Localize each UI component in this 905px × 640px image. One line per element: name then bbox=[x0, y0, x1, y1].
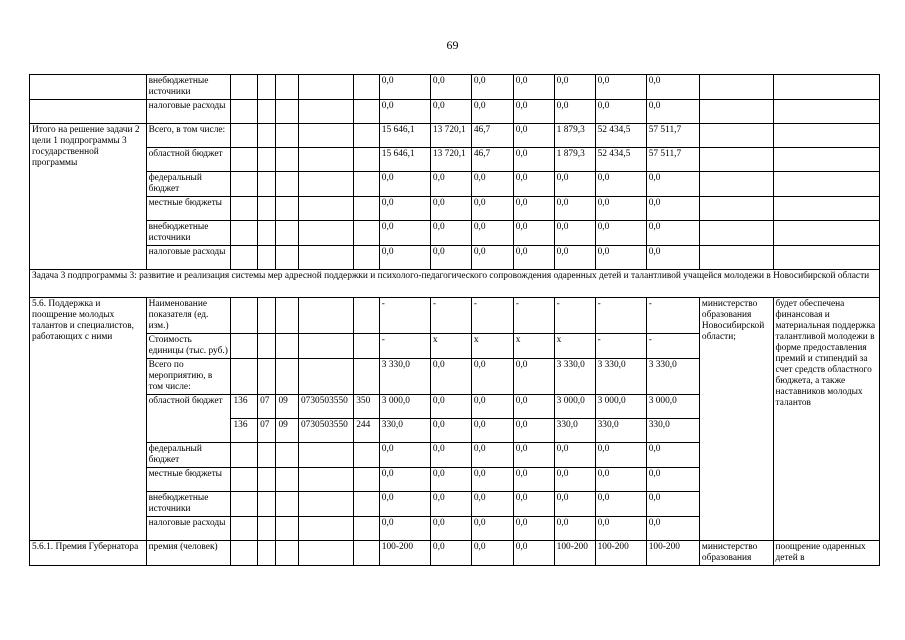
empty-cell bbox=[354, 298, 380, 334]
value-cell: 1 879,3 bbox=[554, 148, 595, 172]
value-cell: 0,0 bbox=[471, 172, 513, 197]
table-row bbox=[30, 221, 880, 246]
indicator-cell: федеральный бюджет bbox=[146, 172, 231, 197]
empty-cell bbox=[30, 75, 147, 100]
empty-cell bbox=[773, 221, 879, 246]
empty-cell bbox=[30, 100, 147, 124]
empty-cell bbox=[276, 298, 299, 334]
value-cell: 330,0 bbox=[595, 419, 646, 443]
value-cell: 0,0 bbox=[471, 100, 513, 124]
value-cell: 0,0 bbox=[554, 468, 595, 492]
value-cell: 0,0 bbox=[646, 443, 699, 468]
value-cell: 0,0 bbox=[595, 75, 646, 100]
empty-cell bbox=[258, 492, 276, 517]
empty-cell bbox=[231, 334, 258, 359]
value-cell: 0,0 bbox=[471, 492, 513, 517]
table-row bbox=[30, 197, 880, 221]
value-cell: 3 330,0 bbox=[595, 359, 646, 395]
value-cell: 0,0 bbox=[513, 124, 554, 148]
value-cell: 0,0 bbox=[430, 443, 471, 468]
value-cell: 330,0 bbox=[554, 419, 595, 443]
empty-cell bbox=[258, 100, 276, 124]
value-cell: 330,0 bbox=[379, 419, 430, 443]
table-row bbox=[30, 246, 880, 270]
value-cell: 0,0 bbox=[430, 221, 471, 246]
empty-cell bbox=[298, 221, 353, 246]
value-cell: 0,0 bbox=[513, 359, 554, 395]
value-cell: 0,0 bbox=[513, 492, 554, 517]
empty-cell bbox=[276, 334, 299, 359]
value-cell: - bbox=[379, 334, 430, 359]
empty-cell bbox=[773, 246, 879, 270]
empty-cell bbox=[298, 148, 353, 172]
value-cell: 3 000,0 bbox=[646, 395, 699, 419]
empty-cell bbox=[298, 468, 353, 492]
empty-cell bbox=[258, 246, 276, 270]
value-cell: 0,0 bbox=[430, 419, 471, 443]
value-cell: 0,0 bbox=[471, 197, 513, 221]
value-cell: 0,0 bbox=[379, 100, 430, 124]
value-cell: 0,0 bbox=[646, 517, 699, 541]
empty-cell bbox=[354, 124, 380, 148]
code-cell: 07 bbox=[258, 395, 276, 419]
value-cell: 3 330,0 bbox=[646, 359, 699, 395]
empty-cell bbox=[258, 221, 276, 246]
empty-cell bbox=[699, 148, 773, 172]
empty-cell bbox=[231, 541, 258, 566]
empty-cell bbox=[231, 443, 258, 468]
empty-cell bbox=[258, 443, 276, 468]
empty-cell bbox=[354, 148, 380, 172]
empty-cell bbox=[699, 75, 773, 100]
executor-cell: министерство образования Новосибирской области; bbox=[699, 298, 773, 541]
value-cell: 0,0 bbox=[595, 492, 646, 517]
table-row bbox=[30, 75, 880, 100]
page-number: 69 bbox=[446, 38, 459, 52]
value-cell: 0,0 bbox=[379, 517, 430, 541]
value-cell: 0,0 bbox=[554, 517, 595, 541]
empty-cell bbox=[699, 100, 773, 124]
indicator-cell: налоговые расходы bbox=[146, 100, 231, 124]
value-cell: 0,0 bbox=[430, 100, 471, 124]
table-row bbox=[30, 148, 880, 172]
indicator-cell: налоговые расходы bbox=[146, 246, 231, 270]
value-cell: 57 511,7 bbox=[646, 124, 699, 148]
value-cell: 0,0 bbox=[595, 221, 646, 246]
empty-cell bbox=[258, 541, 276, 566]
empty-cell bbox=[354, 197, 380, 221]
value-cell: 15 646,1 bbox=[379, 148, 430, 172]
empty-cell bbox=[276, 468, 299, 492]
value-cell: 0,0 bbox=[430, 246, 471, 270]
indicator-cell: Всего, в том числе: bbox=[146, 124, 231, 148]
value-cell: 0,0 bbox=[471, 468, 513, 492]
indicator-cell: Стоимость единицы (тыс. руб.) bbox=[146, 334, 231, 359]
value-cell: 0,0 bbox=[513, 419, 554, 443]
value-cell: 0,0 bbox=[595, 517, 646, 541]
empty-cell bbox=[699, 246, 773, 270]
value-cell: 100-200 bbox=[379, 541, 430, 566]
value-cell: 0,0 bbox=[379, 246, 430, 270]
indicator-cell: внебюджетные источники bbox=[146, 75, 231, 100]
empty-cell bbox=[773, 100, 879, 124]
value-cell: - bbox=[646, 334, 699, 359]
empty-cell bbox=[231, 124, 258, 148]
value-cell: 0,0 bbox=[379, 197, 430, 221]
empty-cell bbox=[298, 359, 353, 395]
value-cell: - bbox=[430, 298, 471, 334]
value-cell: 0,0 bbox=[595, 197, 646, 221]
value-cell: 0,0 bbox=[471, 443, 513, 468]
result-cell: поощрение одаренных детей в bbox=[773, 541, 879, 566]
value-cell: 0,0 bbox=[513, 221, 554, 246]
value-cell: 0,0 bbox=[554, 221, 595, 246]
value-cell: 0,0 bbox=[646, 246, 699, 270]
value-cell: 0,0 bbox=[646, 100, 699, 124]
empty-cell bbox=[298, 75, 353, 100]
value-cell: 3 330,0 bbox=[379, 359, 430, 395]
empty-cell bbox=[298, 298, 353, 334]
group-cell: 5.6.1. Премия Губернатора bbox=[30, 541, 147, 566]
table-row bbox=[30, 124, 880, 148]
value-cell: 0,0 bbox=[430, 359, 471, 395]
value-cell: 0,0 bbox=[513, 197, 554, 221]
value-cell: 0,0 bbox=[379, 468, 430, 492]
empty-cell bbox=[773, 148, 879, 172]
empty-cell bbox=[298, 124, 353, 148]
value-cell: 0,0 bbox=[471, 359, 513, 395]
value-cell: 52 434,5 bbox=[595, 148, 646, 172]
empty-cell bbox=[276, 359, 299, 395]
value-cell: - bbox=[554, 298, 595, 334]
value-cell: 100-200 bbox=[595, 541, 646, 566]
empty-cell bbox=[258, 172, 276, 197]
value-cell: 0,0 bbox=[513, 148, 554, 172]
value-cell: 0,0 bbox=[595, 246, 646, 270]
value-cell: - bbox=[595, 334, 646, 359]
value-cell: 13 720,1 bbox=[430, 148, 471, 172]
empty-cell bbox=[258, 298, 276, 334]
value-cell: 15 646,1 bbox=[379, 124, 430, 148]
code-cell: 0730503550 bbox=[298, 395, 353, 419]
empty-cell bbox=[354, 334, 380, 359]
table-row bbox=[30, 541, 880, 566]
value-cell: 0,0 bbox=[430, 517, 471, 541]
value-cell: - bbox=[471, 298, 513, 334]
value-cell: 0,0 bbox=[379, 75, 430, 100]
empty-cell bbox=[298, 246, 353, 270]
empty-cell bbox=[773, 172, 879, 197]
empty-cell bbox=[354, 517, 380, 541]
value-cell: 0,0 bbox=[471, 246, 513, 270]
value-cell: 0,0 bbox=[430, 75, 471, 100]
value-cell: 3 000,0 bbox=[554, 395, 595, 419]
value-cell: 0,0 bbox=[646, 172, 699, 197]
code-cell: 136 bbox=[231, 395, 258, 419]
value-cell: 0,0 bbox=[646, 468, 699, 492]
value-cell: 0,0 bbox=[513, 246, 554, 270]
value-cell: 0,0 bbox=[430, 172, 471, 197]
empty-cell bbox=[354, 492, 380, 517]
empty-cell bbox=[258, 148, 276, 172]
empty-cell bbox=[298, 492, 353, 517]
empty-cell bbox=[276, 197, 299, 221]
value-cell: 0,0 bbox=[430, 395, 471, 419]
empty-cell bbox=[354, 221, 380, 246]
indicator-cell: Всего по мероприятию, в том числе: bbox=[146, 359, 231, 395]
value-cell: 0,0 bbox=[379, 492, 430, 517]
table-row bbox=[30, 172, 880, 197]
value-cell: 0,0 bbox=[554, 246, 595, 270]
empty-cell bbox=[231, 492, 258, 517]
value-cell: 0,0 bbox=[379, 443, 430, 468]
empty-cell bbox=[258, 517, 276, 541]
value-cell: 1 879,3 bbox=[554, 124, 595, 148]
value-cell: 0,0 bbox=[430, 492, 471, 517]
value-cell: 0,0 bbox=[513, 100, 554, 124]
value-cell: 0,0 bbox=[513, 75, 554, 100]
code-cell: 07 bbox=[258, 419, 276, 443]
value-cell: 3 000,0 bbox=[379, 395, 430, 419]
indicator-cell: премия (человек) bbox=[146, 541, 231, 566]
empty-cell bbox=[258, 334, 276, 359]
indicator-cell: внебюджетные источники bbox=[146, 492, 231, 517]
empty-cell bbox=[298, 517, 353, 541]
empty-cell bbox=[354, 468, 380, 492]
value-cell: 0,0 bbox=[513, 517, 554, 541]
empty-cell bbox=[276, 100, 299, 124]
value-cell: 0,0 bbox=[471, 75, 513, 100]
indicator-cell: областной бюджет bbox=[146, 148, 231, 172]
value-cell: 0,0 bbox=[513, 443, 554, 468]
value-cell: - bbox=[513, 298, 554, 334]
value-cell: 0,0 bbox=[471, 221, 513, 246]
empty-cell bbox=[231, 468, 258, 492]
empty-cell bbox=[231, 172, 258, 197]
empty-cell bbox=[276, 492, 299, 517]
result-cell: будет обеспечена финансовая и материальная поддержка талантливой молодежи в форме предоставления премий и стипендий за счет средств областного бюджета, а также наставников молодых талантов bbox=[773, 298, 879, 541]
empty-cell bbox=[231, 197, 258, 221]
value-cell: 0,0 bbox=[646, 492, 699, 517]
program-table bbox=[29, 74, 880, 566]
empty-cell bbox=[258, 75, 276, 100]
value-cell: 0,0 bbox=[379, 221, 430, 246]
value-cell: 0,0 bbox=[646, 75, 699, 100]
value-cell: 0,0 bbox=[471, 395, 513, 419]
empty-cell bbox=[231, 517, 258, 541]
empty-cell bbox=[298, 541, 353, 566]
value-cell: 0,0 bbox=[471, 419, 513, 443]
table-row bbox=[30, 100, 880, 124]
empty-cell bbox=[276, 221, 299, 246]
value-cell: 3 000,0 bbox=[595, 395, 646, 419]
indicator-cell: местные бюджеты bbox=[146, 197, 231, 221]
table-row bbox=[30, 298, 880, 334]
group-cell: Итого на решение задачи 2 цели 1 подпрограммы 3 государственной программы bbox=[30, 124, 147, 270]
section-row bbox=[30, 270, 880, 298]
empty-cell bbox=[276, 443, 299, 468]
group-cell: 5.6. Поддержка и поощрение молодых талантов и специалистов, работающих с ними bbox=[30, 298, 147, 541]
empty-cell bbox=[354, 75, 380, 100]
value-cell: 0,0 bbox=[513, 468, 554, 492]
value-cell: x bbox=[554, 334, 595, 359]
value-cell: 0,0 bbox=[595, 468, 646, 492]
value-cell: 100-200 bbox=[554, 541, 595, 566]
section-heading: Задача 3 подпрограммы 3: развитие и реализация системы мер адресной поддержки и психолого-педагогического сопровождения одаренных детей и талантливой учащейся молодежи в Новосибирской области bbox=[30, 270, 880, 298]
value-cell: 0,0 bbox=[646, 197, 699, 221]
value-cell: 0,0 bbox=[554, 100, 595, 124]
value-cell: 0,0 bbox=[595, 100, 646, 124]
indicator-cell: местные бюджеты bbox=[146, 468, 231, 492]
value-cell: x bbox=[513, 334, 554, 359]
indicator-cell: налоговые расходы bbox=[146, 517, 231, 541]
code-cell: 350 bbox=[354, 395, 380, 419]
empty-cell bbox=[699, 197, 773, 221]
empty-cell bbox=[276, 541, 299, 566]
value-cell: 46,7 bbox=[471, 124, 513, 148]
value-cell: 0,0 bbox=[554, 172, 595, 197]
value-cell: 0,0 bbox=[379, 172, 430, 197]
empty-cell bbox=[276, 124, 299, 148]
value-cell: x bbox=[430, 334, 471, 359]
indicator-cell: внебюджетные источники bbox=[146, 221, 231, 246]
value-cell: 0,0 bbox=[471, 517, 513, 541]
value-cell: 46,7 bbox=[471, 148, 513, 172]
value-cell: 0,0 bbox=[430, 468, 471, 492]
empty-cell bbox=[276, 75, 299, 100]
empty-cell bbox=[298, 172, 353, 197]
empty-cell bbox=[699, 124, 773, 148]
empty-cell bbox=[298, 197, 353, 221]
empty-cell bbox=[699, 221, 773, 246]
indicator-cell: областной бюджет bbox=[146, 395, 231, 443]
value-cell: 0,0 bbox=[430, 197, 471, 221]
value-cell: - bbox=[379, 298, 430, 334]
empty-cell bbox=[354, 246, 380, 270]
empty-cell bbox=[699, 172, 773, 197]
value-cell: 57 511,7 bbox=[646, 148, 699, 172]
value-cell: 330,0 bbox=[646, 419, 699, 443]
value-cell: - bbox=[646, 298, 699, 334]
value-cell: 0,0 bbox=[554, 75, 595, 100]
value-cell: 100-200 bbox=[646, 541, 699, 566]
empty-cell bbox=[354, 443, 380, 468]
empty-cell bbox=[231, 75, 258, 100]
empty-cell bbox=[354, 172, 380, 197]
empty-cell bbox=[354, 541, 380, 566]
executor-cell: министерство образования bbox=[699, 541, 773, 566]
empty-cell bbox=[276, 148, 299, 172]
value-cell: 52 434,5 bbox=[595, 124, 646, 148]
value-cell: 0,0 bbox=[513, 172, 554, 197]
empty-cell bbox=[354, 100, 380, 124]
code-cell: 244 bbox=[354, 419, 380, 443]
value-cell: 0,0 bbox=[513, 541, 554, 566]
value-cell: 0,0 bbox=[471, 541, 513, 566]
empty-cell bbox=[773, 75, 879, 100]
code-cell: 09 bbox=[276, 395, 299, 419]
empty-cell bbox=[298, 443, 353, 468]
empty-cell bbox=[773, 124, 879, 148]
empty-cell bbox=[258, 468, 276, 492]
empty-cell bbox=[258, 124, 276, 148]
indicator-cell: федеральный бюджет bbox=[146, 443, 231, 468]
value-cell: 0,0 bbox=[595, 172, 646, 197]
code-cell: 0730503550 bbox=[298, 419, 353, 443]
empty-cell bbox=[231, 246, 258, 270]
empty-cell bbox=[231, 359, 258, 395]
value-cell: 0,0 bbox=[430, 541, 471, 566]
value-cell: 3 330,0 bbox=[554, 359, 595, 395]
value-cell: 13 720,1 bbox=[430, 124, 471, 148]
empty-cell bbox=[231, 221, 258, 246]
empty-cell bbox=[354, 359, 380, 395]
empty-cell bbox=[258, 359, 276, 395]
value-cell: 0,0 bbox=[554, 443, 595, 468]
empty-cell bbox=[231, 298, 258, 334]
empty-cell bbox=[276, 517, 299, 541]
code-cell: 136 bbox=[231, 419, 258, 443]
value-cell: 0,0 bbox=[554, 492, 595, 517]
empty-cell bbox=[231, 100, 258, 124]
value-cell: x bbox=[471, 334, 513, 359]
code-cell: 09 bbox=[276, 419, 299, 443]
empty-cell bbox=[231, 148, 258, 172]
empty-cell bbox=[773, 197, 879, 221]
value-cell: 0,0 bbox=[513, 395, 554, 419]
value-cell: 0,0 bbox=[595, 443, 646, 468]
value-cell: 0,0 bbox=[646, 221, 699, 246]
empty-cell bbox=[298, 334, 353, 359]
empty-cell bbox=[258, 197, 276, 221]
empty-cell bbox=[276, 246, 299, 270]
value-cell: - bbox=[595, 298, 646, 334]
empty-cell bbox=[298, 100, 353, 124]
indicator-cell: Наименование показателя (ед. изм.) bbox=[146, 298, 231, 334]
value-cell: 0,0 bbox=[554, 197, 595, 221]
empty-cell bbox=[276, 172, 299, 197]
